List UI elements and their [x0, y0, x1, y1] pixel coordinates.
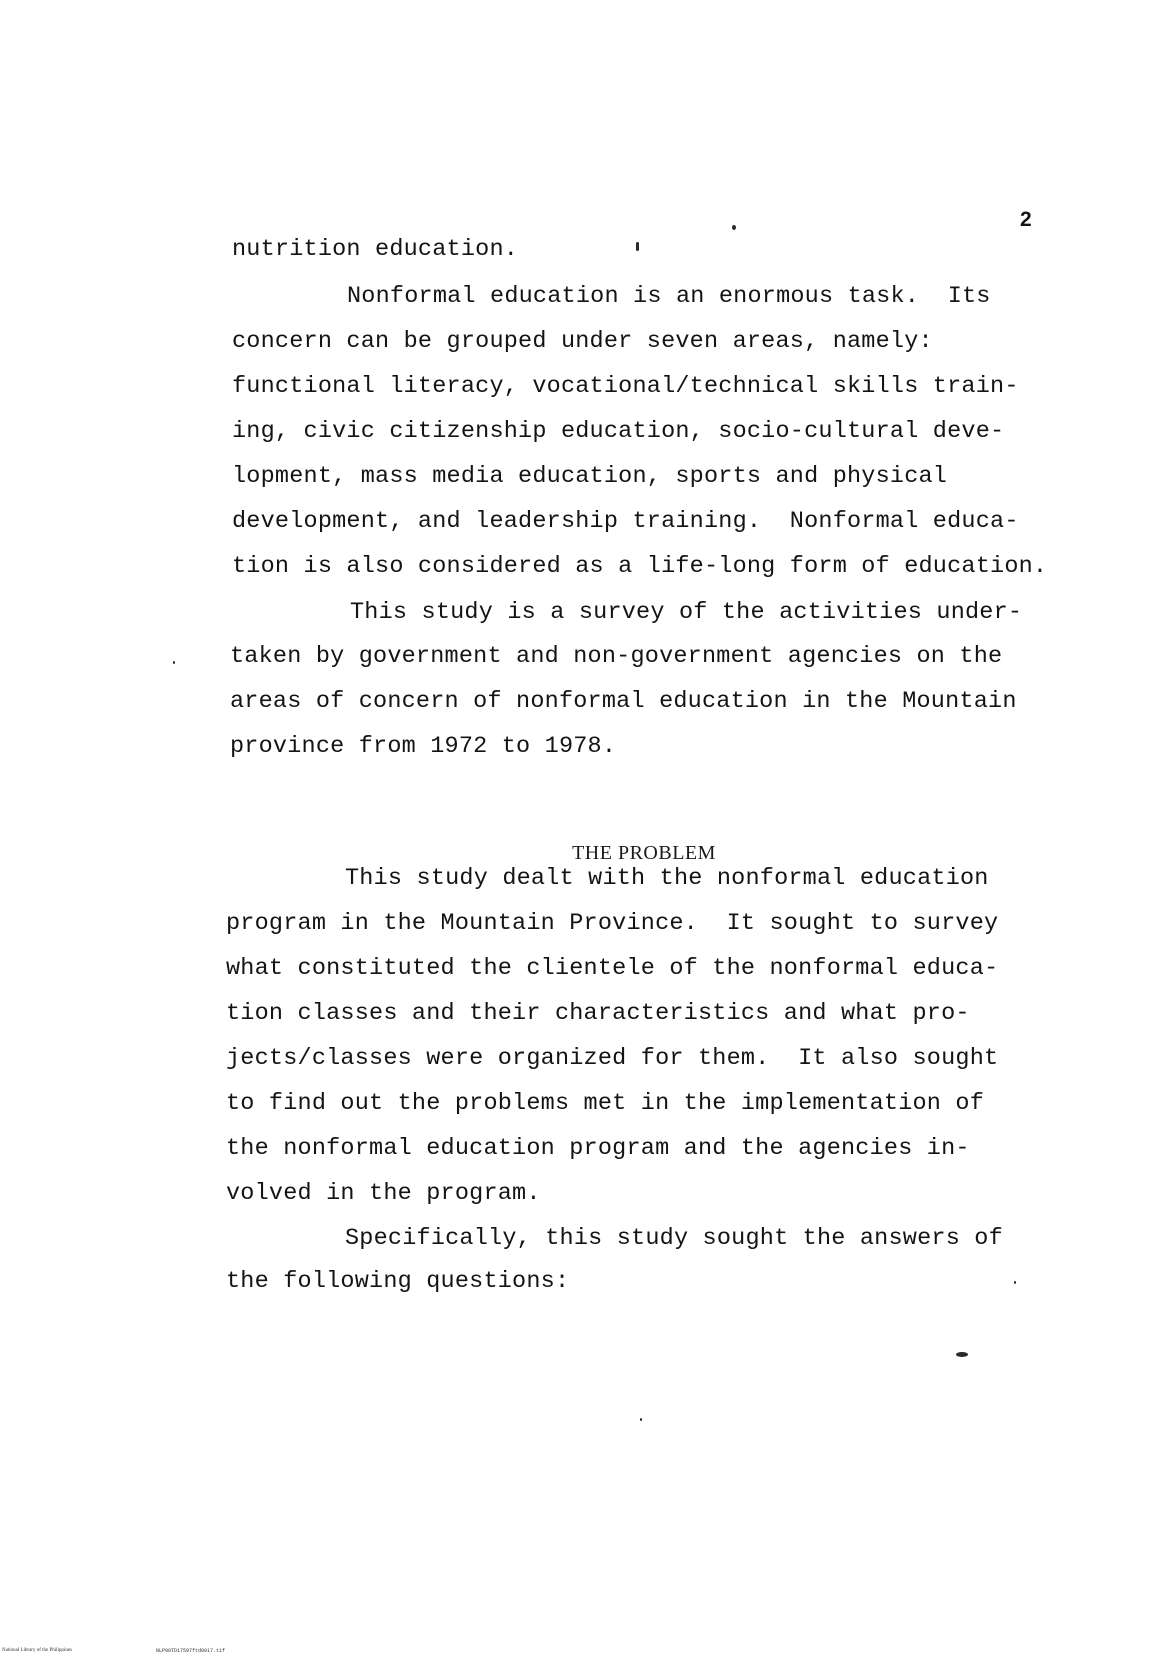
text-line: jects/classes were organized for them. It also sought	[226, 1045, 999, 1072]
text-line: lopment, mass media education, sports and physical	[232, 463, 948, 490]
text-line: the nonformal education program and the agencies in-	[226, 1135, 970, 1162]
text-line: This study dealt with the nonformal education	[345, 865, 989, 892]
scan-speck	[636, 242, 639, 251]
scan-speck	[173, 661, 175, 664]
scan-speck	[640, 1418, 642, 1421]
text-line: concern can be grouped under seven areas, namely:	[232, 328, 933, 355]
text-line: development, and leadership training. Nonformal educa-	[232, 508, 1019, 535]
scan-speck	[1014, 1281, 1016, 1284]
text-line: areas of concern of nonformal education in the Mountain	[230, 688, 1017, 715]
scan-speck	[956, 1352, 968, 1357]
text-line: ing, civic citizenship education, socio-cultural deve-	[232, 418, 1005, 445]
footer-source: National Library of the Philippines	[2, 1648, 72, 1653]
text-line: program in the Mountain Province. It sought to survey	[226, 910, 999, 937]
text-line: volved in the program.	[226, 1180, 541, 1207]
text-line: tion is also considered as a life-long form of education.	[232, 553, 1048, 580]
text-line: the following questions:	[226, 1268, 570, 1295]
text-line: functional literacy, vocational/technical skills train-	[232, 373, 1019, 400]
text-line: This study is a survey of the activities under-	[350, 599, 1023, 626]
text-line: taken by government and non-government agencies on the	[230, 643, 1003, 670]
text-line: Specifically, this study sought the answers of	[345, 1225, 1003, 1252]
text-line: province from 1972 to 1978.	[230, 733, 617, 760]
text-line: Nonformal education is an enormous task. Its	[347, 283, 991, 310]
footer-filename: NLP00TD17597ftd0017.tif	[156, 1648, 226, 1654]
text-line: what constituted the clientele of the nonformal educa-	[226, 955, 999, 982]
page-number: 2	[1020, 208, 1032, 231]
section-heading: THE PROBLEM	[572, 842, 716, 864]
scan-speck	[732, 225, 736, 230]
carryover-line: nutrition education.	[232, 236, 519, 263]
text-line: tion classes and their characteristics and what pro-	[226, 1000, 970, 1027]
text-line: to find out the problems met in the implementation of	[226, 1090, 985, 1117]
